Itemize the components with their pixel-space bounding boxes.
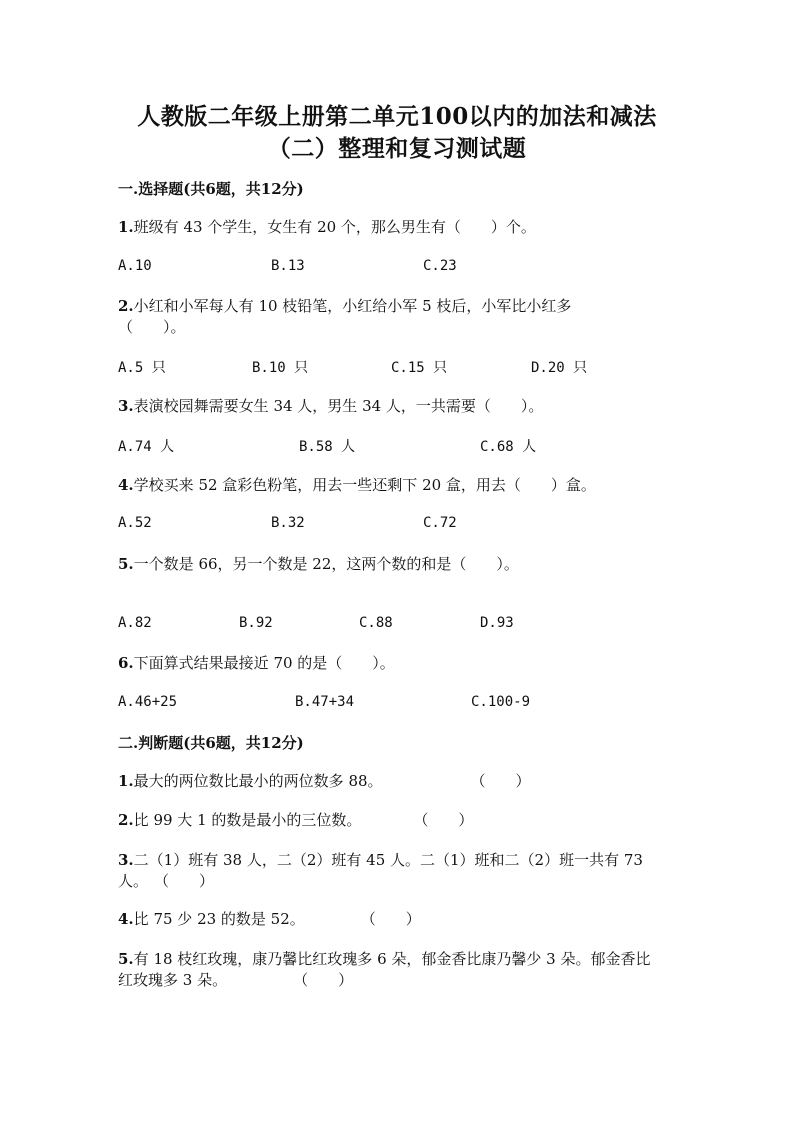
section-heading-true-false: 二.判断题(共6题，共12分) xyxy=(118,734,304,752)
section-heading-choice: 一.选择题(共6题，共12分) xyxy=(118,180,304,198)
question-number: 6. xyxy=(118,654,134,672)
answer-parentheses: （ ） xyxy=(470,772,531,790)
option-d: D.20 只 xyxy=(531,360,588,376)
question-number: 4. xyxy=(118,476,134,494)
question-text-continued: 红玫瑰多 3 朵。 xyxy=(118,971,228,989)
question-text: 小红和小军每人有 10 枝铅笔，小红给小军 5 枝后，小军比小红多 xyxy=(133,297,572,315)
question-text: 有 18 枝红玫瑰，康乃馨比红玫瑰多 6 朵，郁金香比康乃馨少 3 朵。郁金香比 xyxy=(133,950,651,968)
tf-question-5 xyxy=(118,949,650,991)
question-text: 比 99 大 1 的数是最小的三位数。 xyxy=(133,811,362,829)
question-text-continued: 人。 xyxy=(118,872,149,890)
question-number: 1. xyxy=(118,218,134,236)
answer-parentheses: （ ） xyxy=(293,971,354,989)
option-b: B.13 xyxy=(271,258,305,274)
question-number: 2. xyxy=(118,297,134,315)
option-a: A.82 xyxy=(118,615,152,631)
option-b: B.92 xyxy=(239,615,273,631)
page-title-line2: （二）整理和复习测试题 xyxy=(267,135,527,162)
answer-parentheses: （ ） xyxy=(154,872,215,890)
option-a: A.74 人 xyxy=(118,439,175,455)
question-number: 5. xyxy=(118,950,134,968)
tf-question-1 xyxy=(118,771,531,792)
option-c: C.100-9 xyxy=(471,694,531,710)
question-number: 5. xyxy=(118,555,134,573)
option-d: D.93 xyxy=(480,615,514,631)
question-5 xyxy=(118,554,519,575)
option-a: A.46+25 xyxy=(118,694,178,710)
option-b: B.32 xyxy=(271,515,305,531)
question-number: 4. xyxy=(118,910,134,928)
question-number: 3. xyxy=(118,397,134,415)
tf-question-2 xyxy=(118,810,473,831)
question-text: 最大的两位数比最小的两位数多 88。 xyxy=(133,772,383,790)
option-c: C.88 xyxy=(359,615,393,631)
question-3 xyxy=(118,396,543,417)
option-c: C.23 xyxy=(423,258,457,274)
option-a: A.52 xyxy=(118,515,152,531)
question-text: 班级有 43 个学生，女生有 20 个，那么男生有（ ）个。 xyxy=(133,218,536,236)
page-title-line1: 人教版二年级上册第二单元100以内的加法和减法 xyxy=(137,103,657,130)
question-text: 比 75 少 23 的数是 52。 xyxy=(133,910,305,928)
option-c: C.72 xyxy=(423,515,457,531)
question-text: 二（1）班有 38 人，二（2）班有 45 人。二（1）班和二（2）班一共有 73 xyxy=(133,851,643,869)
question-text-continued: （ ）。 xyxy=(118,318,186,336)
option-b: B.47+34 xyxy=(295,694,355,710)
question-text: 一个数是 66，另一个数是 22，这两个数的和是（ ）。 xyxy=(133,555,519,573)
option-a: A.10 xyxy=(118,258,152,274)
question-4 xyxy=(118,475,596,496)
option-c: C.15 只 xyxy=(391,360,448,376)
question-number: 1. xyxy=(118,772,134,790)
option-c: C.68 人 xyxy=(480,439,537,455)
question-1 xyxy=(118,217,536,238)
option-b: B.10 只 xyxy=(252,360,309,376)
question-text: 学校买来 52 盒彩色粉笔，用去一些还剩下 20 盒，用去（ ）盒。 xyxy=(133,476,596,494)
question-number: 2. xyxy=(118,811,134,829)
option-a: A.5 只 xyxy=(118,360,166,376)
question-text: 下面算式结果最接近 70 的是（ ）。 xyxy=(133,654,395,672)
answer-parentheses: （ ） xyxy=(413,811,474,829)
question-text: 表演校园舞需要女生 34 人，男生 34 人，一共需要（ ）。 xyxy=(133,397,544,415)
question-6 xyxy=(118,653,395,674)
question-number: 3. xyxy=(118,851,134,869)
tf-question-4 xyxy=(118,909,421,930)
question-2 xyxy=(118,296,571,338)
tf-question-3 xyxy=(118,850,643,892)
option-b: B.58 人 xyxy=(299,439,356,455)
answer-parentheses: （ ） xyxy=(360,910,421,928)
